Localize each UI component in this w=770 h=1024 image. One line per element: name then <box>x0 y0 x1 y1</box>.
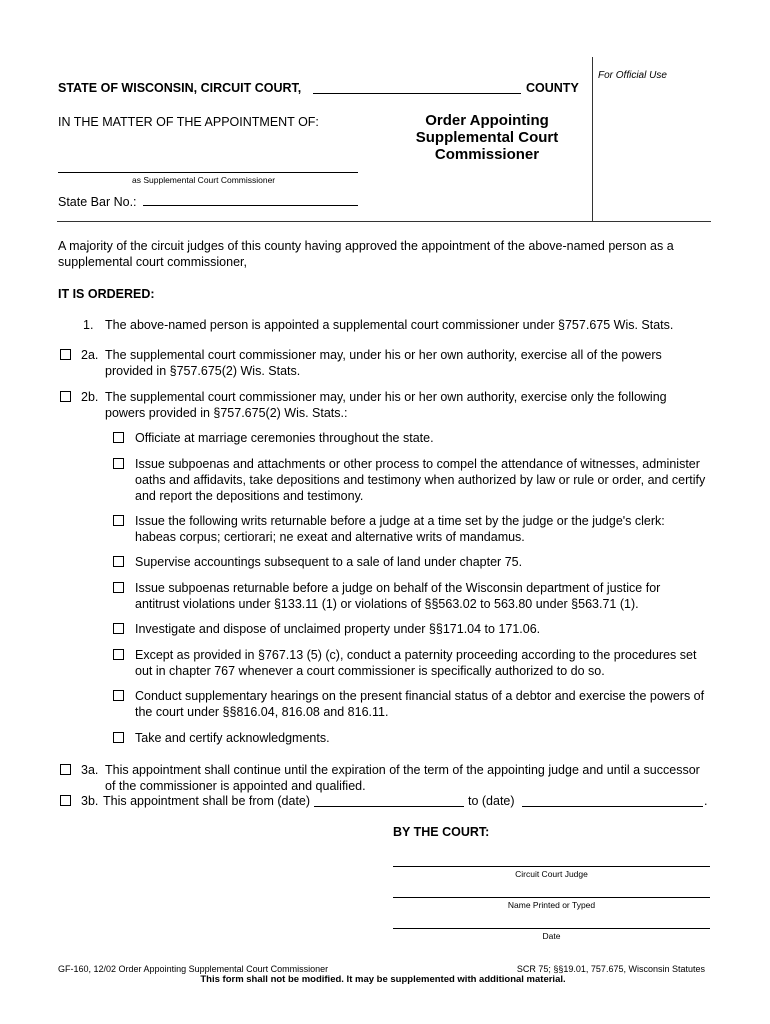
power-4-text: Supervise accountings subsequent to a sale of land under chapter 75. <box>135 555 523 569</box>
item-3b-end: . <box>704 794 708 808</box>
power-5-text: Issue subpoenas returnable before a judge on behalf of the Wisconsin department of justice for antitrust violations under §133.11 (1) or violations of §§563.02 to 563.80 under §563.71 (1). <box>135 581 661 611</box>
item-3b-checkbox[interactable] <box>60 795 71 806</box>
county-label: COUNTY <box>526 81 579 95</box>
power-8-checkbox[interactable] <box>113 690 124 701</box>
item-2b-number: 2b. <box>81 390 99 404</box>
to-date-field[interactable] <box>522 806 703 807</box>
date-caption: Date <box>542 931 561 941</box>
power-5-checkbox[interactable] <box>113 582 124 593</box>
item-3b-from-label: This appointment shall be from (date) <box>103 794 311 808</box>
item-2a-text: The supplemental court commissioner may, under his or her own authority, exercise all of the powers provided in §757.675(2) Wis. Stats. <box>105 348 662 378</box>
court-heading: STATE OF WISCONSIN, CIRCUIT COURT, <box>58 81 302 95</box>
form-title-line-2: Supplemental Court <box>415 129 559 146</box>
as-commissioner-caption: as Supplemental Court Commissioner <box>132 175 276 185</box>
item-2a-checkbox[interactable] <box>60 349 71 360</box>
by-the-court: BY THE COURT: <box>393 825 490 839</box>
matter-heading: IN THE MATTER OF THE APPOINTMENT OF: <box>58 115 319 129</box>
power-7-text: Except as provided in §767.13 (5) (c), conduct a paternity proceeding according to the procedures set out in chapter 767 whenever a court commissioner is specifically authorized to do so. <box>135 648 697 678</box>
power-4-checkbox[interactable] <box>113 556 124 567</box>
item-2b-text: The supplemental court commissioner may, under his or her own authority, exercise only the following powers provided in §757.675(2) Wis. Stats.: <box>105 390 667 420</box>
power-8-text: Conduct supplementary hearings on the present financial status of a debtor and exercise the powers of the court under §§816.04, 816.08 and 816.11. <box>135 689 705 719</box>
item-3a-number: 3a. <box>81 763 99 777</box>
power-3-checkbox[interactable] <box>113 515 124 526</box>
footer-statutes: SCR 75; §§19.01, 757.675, Wisconsin Statutes <box>516 964 705 974</box>
item-2b-checkbox[interactable] <box>60 391 71 402</box>
power-7-checkbox[interactable] <box>113 649 124 660</box>
item-1-text: The above-named person is appointed a supplemental court commissioner under §757.675 Wis. Stats. <box>105 318 674 332</box>
official-use-label: For Official Use <box>598 70 667 81</box>
official-use-divider <box>592 57 593 221</box>
footer-notice: This form shall not be modified. It may be supplemented with additional material. <box>200 974 566 985</box>
power-1-checkbox[interactable] <box>113 432 124 443</box>
power-3-text: Issue the following writs returnable before a judge at a time set by the judge or the judge's clerk: habeas corpus; certiorari; ne exeat and alternative writs of mandamus. <box>135 514 665 544</box>
item-3a-checkbox[interactable] <box>60 764 71 775</box>
item-3b-to-label: to (date) <box>468 794 515 808</box>
item-3a-text: This appointment shall continue until the expiration of the term of the appointing judge and until a successor of the commissioner is appointed and qualified. <box>105 763 700 793</box>
name-printed-field[interactable] <box>393 897 710 898</box>
power-9-text: Take and certify acknowledgments. <box>135 731 330 745</box>
state-bar-number-field[interactable] <box>143 205 358 206</box>
judge-signature-field[interactable] <box>393 866 710 867</box>
item-2a-number: 2a. <box>81 348 99 362</box>
it-is-ordered: IT IS ORDERED: <box>58 287 155 301</box>
header-bottom-rule <box>57 221 711 222</box>
judge-caption: Circuit Court Judge <box>515 869 588 879</box>
form-title-line-1: Order Appointing <box>425 112 549 129</box>
appointee-name-field[interactable] <box>58 172 358 173</box>
footer-form-id: GF-160, 12/02 Order Appointing Supplemental Court Commissioner <box>58 964 329 974</box>
power-6-text: Investigate and dispose of unclaimed property under §§171.04 to 171.06. <box>135 622 541 636</box>
item-1-number: 1. <box>83 318 94 332</box>
power-2-checkbox[interactable] <box>113 458 124 469</box>
county-name-field[interactable] <box>313 93 521 94</box>
from-date-field[interactable] <box>314 806 464 807</box>
item-3b-number: 3b. <box>81 794 99 808</box>
power-1-text: Officiate at marriage ceremonies throughout the state. <box>135 431 434 445</box>
name-caption: Name Printed or Typed <box>507 900 596 910</box>
date-field[interactable] <box>393 928 710 929</box>
state-bar-label: State Bar No.: <box>58 195 137 209</box>
power-2-text: Issue subpoenas and attachments or other process to compel the attendance of witnesses, administer oaths and affidavits, take depositions and testimony when authorized by law or rule or order, and certify and report the depositions and testimony. <box>135 457 706 503</box>
form-title-line-3: Commissioner <box>434 146 540 163</box>
intro-paragraph: A majority of the circuit judges of this county having approved the appointment of the above-named person as a supplemental court commissioner, <box>58 239 674 269</box>
form-title <box>396 112 578 163</box>
power-6-checkbox[interactable] <box>113 623 124 634</box>
power-9-checkbox[interactable] <box>113 732 124 743</box>
